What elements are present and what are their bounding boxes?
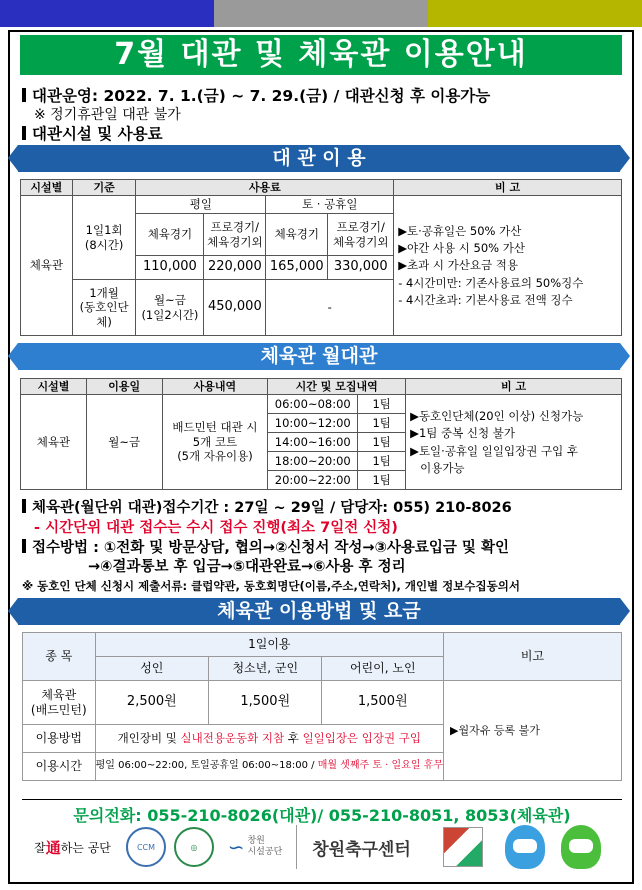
slot-time: 18:00~20:00 [268,452,358,471]
closed-note: ※ 정기휴관일 대관 불가 [34,107,181,123]
top-strip-olive [428,0,642,27]
flag-emblem-icon [440,825,486,869]
header-fee: 사용료 [136,180,394,196]
fee-monthly: 450,000 [204,280,266,336]
m-header-days: 이용일 [86,379,162,395]
adult-header: 성인 [95,657,208,681]
hourly-apply-note: - 시간단위 대관 접수는 수시 접수 진행(최소 7일전 신청) [34,520,398,536]
slot-count: 1팀 [358,471,406,490]
slot-count: 1팀 [358,395,406,414]
m-header-facility: 시설별 [21,379,87,395]
facility-cell: 체육관 [21,196,73,336]
item-header: 종 목 [23,633,96,681]
m-detail: 배드민턴 대관 시 5개 코트 (5개 자유이용) [162,395,268,490]
page-title: 7월 대관 및 체육관 이용안내 [20,35,622,75]
certification-badge-icon: CCM [124,825,168,869]
section-usage-title: 체육관 이용방법 및 요금 [18,598,620,625]
slot-count: 1팀 [358,433,406,452]
monthly-table [20,378,622,490]
youth-header: 청소년, 군인 [209,657,322,681]
section-rental-title: 대 관 이 용 [18,145,620,172]
basis-daily: 1일1회 (8시간) [72,196,136,280]
fee-weekend-match: 165,000 [266,256,328,280]
price-child: 1,500원 [322,681,444,725]
slot-count: 1팀 [358,452,406,471]
emblem-badge-icon: ◎ [172,825,216,869]
rental-notes: ▶토·공휴일은 50% 가산 ▶야간 사용 시 50% 가산 ▶초과 시 가산요금 적용 - 4시간미만: 기존사용료의 50%징수 - 4시간초과: 기본사용료 전액 징수 [394,196,622,336]
header-note: 비 고 [394,180,622,196]
rental-period: 대관운영: 2022. 7. 1.(금) ~ 7. 29.(금) / 대관신청 후 이용가능 [22,84,490,106]
weekend-match: 체육경기 [266,214,328,256]
slot-time: 14:00~16:00 [268,433,358,452]
slot-time: 10:00~12:00 [268,414,358,433]
header-basis: 기준 [72,180,136,196]
child-header: 어린이, 노인 [322,657,444,681]
m-header-time: 시간 및 모집내역 [268,379,406,395]
facilities-heading: 대관시설 및 사용료 [22,122,163,144]
fee-monthly-weekend: - [266,280,394,336]
apply-method: 접수방법 : ①전화 및 방문상담, 협의→②신청서 작성→③사용료입금 및 확인 [22,536,509,557]
price-adult: 2,500원 [95,681,208,725]
weekday-match: 체육경기 [136,214,204,256]
usage-fee-table [22,632,622,781]
mascot-green-icon [556,825,606,869]
usage-note: ▶월자유 등록 불가 [444,681,622,781]
slogan-logo: 잘 通 하는 공단 [34,838,111,857]
time-label: 이용시간 [23,753,96,781]
facility-corp-logo: ∽ 창원 시설공단 [227,835,283,859]
apply-period: 체육관(월단위 대관)접수기간 : 27일 ~ 29일 / 담당자: 055) 210-8026 [22,496,512,517]
m-header-detail: 사용내역 [162,379,268,395]
note-header: 비고 [444,633,622,681]
top-strip-blue [0,0,214,27]
section-monthly-title: 체육관 월대관 [18,343,620,370]
weekend-program: 프로경기/ 체육경기외 [328,214,394,256]
mascot-blue-icon [500,825,550,869]
monthly-days: 월~금 (1일2시간) [136,280,204,336]
slot-time: 06:00~08:00 [268,395,358,414]
daily-header: 1일이용 [95,633,443,657]
method-text: 개인장비 및 실내전용운동화 지참 후 일일입장은 입장권 구입 [95,725,443,753]
method-label: 이용방법 [23,725,96,753]
top-strip-gray [214,0,428,27]
m-days: 월~금 [86,395,162,490]
fee-weekend-program: 330,000 [328,256,394,280]
m-header-note: 비 고 [406,379,622,395]
weekday-header: 평일 [136,196,266,214]
fee-weekday-match: 110,000 [136,256,204,280]
slot-count: 1팀 [358,414,406,433]
football-center-logo: 창원축구센터 [296,825,426,869]
required-docs: ※ 동호인 단체 신청시 제출서류: 클럽약관, 동호회명단(이름,주소,연락처), 개인별 정보수집동의서 [22,579,520,593]
weekend-header: 토 · 공휴일 [266,196,394,214]
rental-fee-table [20,179,622,336]
weekday-program: 프로경기/ 체육경기외 [204,214,266,256]
usage-facility: 체육관 (배드민턴) [23,681,96,725]
fee-weekday-program: 220,000 [204,256,266,280]
m-facility: 체육관 [21,395,87,490]
monthly-notes: ▶동호인단체(20인 이상) 신청가능 ▶1팀 중복 신청 불가 ▶토일·공휴일 일일입장권 구입 후 이용가능 [406,395,622,490]
header-facility: 시설별 [21,180,73,196]
slot-time: 20:00~22:00 [268,471,358,490]
contact-phone: 문의전화: 055-210-8026(대관)/ 055-210-8051, 8053(체육관) [22,799,622,826]
basis-monthly: 1개월 (동호인단체) [72,280,136,336]
price-youth: 1,500원 [209,681,322,725]
time-text: 평일 06:00~22:00, 토일공휴일 06:00~18:00 / 매월 셋째주 토 · 일요일 휴무 [95,753,443,781]
apply-method-cont: →④결과통보 후 입금→⑤대관완료→⑥사용 후 정리 [88,559,406,575]
